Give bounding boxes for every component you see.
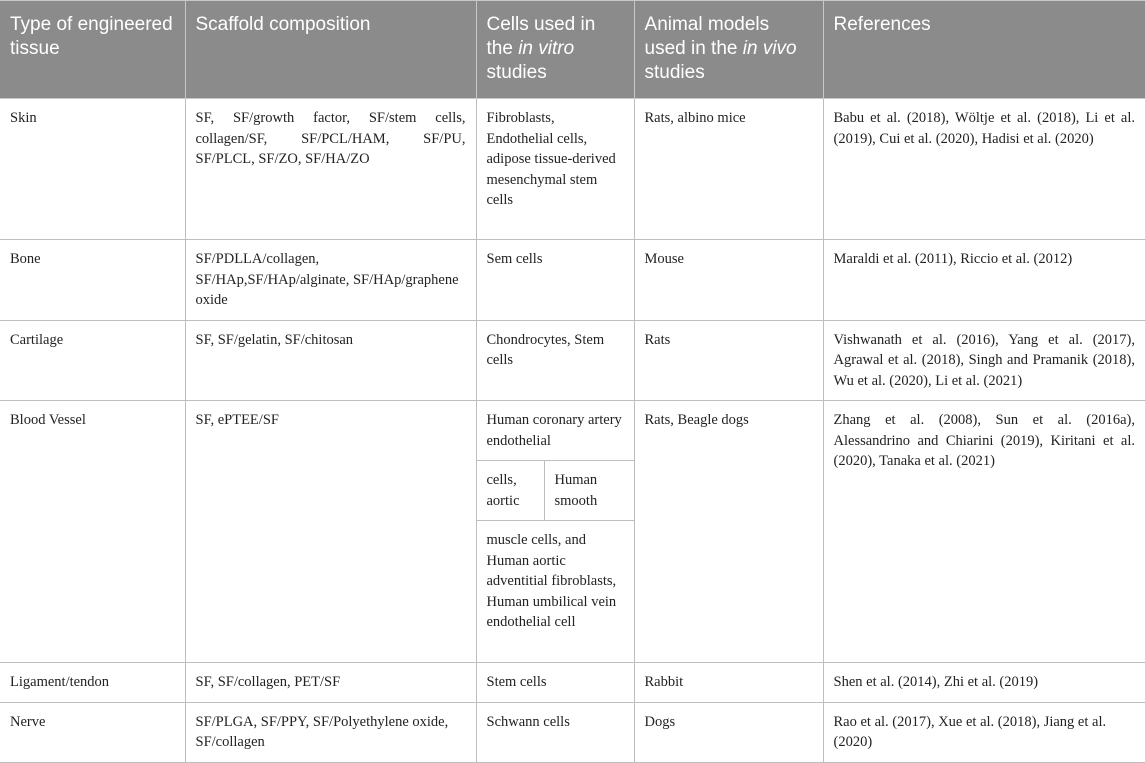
header-references: References: [823, 1, 1145, 99]
cell-cells-part-2b: Human smooth: [544, 461, 634, 521]
cell-tissue: Nerve: [0, 702, 185, 762]
cell-references: Rao et al. (2017), Xue et al. (2018), Jiang et al. (2020): [823, 702, 1145, 762]
cell-animals: Dogs: [634, 702, 823, 762]
cell-scaffold: SF, SF/growth factor, SF/stem cells, collagen/SF, SF/PCL/HAM, SF/PU, SF/PLCL, SF/ZO, SF/HA/ZO: [185, 99, 476, 240]
cell-scaffold: SF, SF/gelatin, SF/chitosan: [185, 320, 476, 401]
cell-cells: Sem cells: [476, 240, 634, 321]
header-animal-models-in-vivo: [634, 1, 823, 99]
table-row: [0, 401, 1145, 461]
cell-references: Shen et al. (2014), Zhi et al. (2019): [823, 663, 1145, 703]
cell-animals: Mouse: [634, 240, 823, 321]
table-row: [0, 702, 1145, 762]
cell-tissue: Skin: [0, 99, 185, 240]
header-cells-text-pre: Cells used in the: [486, 14, 596, 59]
cell-scaffold: SF, SF/collagen, PET/SF: [185, 663, 476, 703]
header-cells-in-vitro: [476, 1, 634, 99]
cell-tissue: Cartilage: [0, 320, 185, 401]
cell-cells-part-2a: cells, aortic: [476, 461, 544, 521]
cell-tissue: Blood Vessel: [0, 401, 185, 663]
table-row: [0, 320, 1145, 401]
table-header-row: [0, 1, 1145, 99]
cell-tissue: Ligament/tendon: [0, 663, 185, 703]
cell-cells: Fibroblasts, Endothelial cells, adipose tissue-derived mesenchymal stem cells: [476, 99, 634, 240]
cell-cells-part-1: Human coronary artery endothelial: [476, 401, 634, 461]
cell-cells-part-3: muscle cells, and Human aortic adventitial fibroblasts, Human umbilical vein endothelial cell: [476, 521, 634, 663]
header-tissue-type: Type of engineered tissue: [0, 1, 185, 99]
table-row: [0, 240, 1145, 321]
cell-scaffold: SF/PDLLA/collagen, SF/HAp,SF/HAp/alginate, SF/HAp/graphene oxide: [185, 240, 476, 321]
header-animal-text-post: studies: [644, 62, 705, 83]
header-animal-text-em: in vivo: [742, 38, 797, 59]
cell-animals: Rabbit: [634, 663, 823, 703]
table-row: [0, 663, 1145, 703]
cell-references: Vishwanath et al. (2016), Yang et al. (2017), Agrawal et al. (2018), Singh and Pramanik (2018), Wu et al. (2020), Li et al. (2021): [823, 320, 1145, 401]
cell-references: Babu et al. (2018), Wöltje et al. (2018), Li et al. (2019), Cui et al. (2020), Hadisi et al. (2020): [823, 99, 1145, 240]
header-cells-text-post: studies: [486, 62, 547, 83]
cell-cells: Schwann cells: [476, 702, 634, 762]
table-row: [0, 99, 1145, 240]
cell-cells: Stem cells: [476, 663, 634, 703]
cell-scaffold: SF, ePTEE/SF: [185, 401, 476, 663]
cell-animals: Rats, Beagle dogs: [634, 401, 823, 663]
cell-references: Maraldi et al. (2011), Riccio et al. (2012): [823, 240, 1145, 321]
header-animal-text-pre: Animal models used in the: [644, 14, 770, 59]
cell-scaffold: SF/PLGA, SF/PPY, SF/Polyethylene oxide, SF/collagen: [185, 702, 476, 762]
cell-references: Zhang et al. (2008), Sun et al. (2016a), Alessandrino and Chiarini (2019), Kiritani et al. (2020), Tanaka et al. (2021): [823, 401, 1145, 663]
cell-animals: Rats, albino mice: [634, 99, 823, 240]
header-cells-text-em: in vitro: [518, 38, 575, 59]
cell-cells: Chondrocytes, Stem cells: [476, 320, 634, 401]
cell-tissue: Bone: [0, 240, 185, 321]
cell-animals: Rats: [634, 320, 823, 401]
header-scaffold-composition: Scaffold composition: [185, 1, 476, 99]
